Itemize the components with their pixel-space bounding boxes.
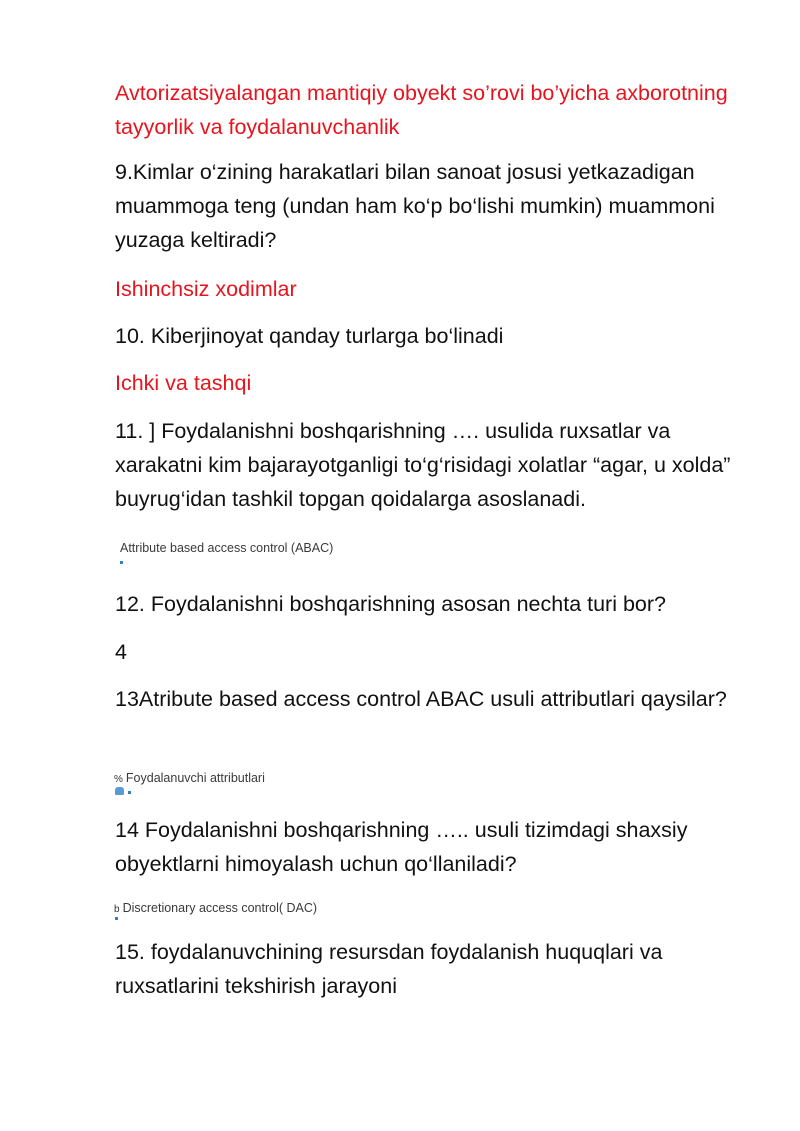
question-14: 14 Foydalanishni boshqarishning ….. usuli tizimdagi shaxsiy obyektlarni himoyalash uchun qo‘llaniladi? — [115, 818, 688, 876]
option-letter: b — [114, 904, 120, 915]
answer-14-snippet — [114, 901, 317, 917]
answer-14-text: Discretionary access control( DAC) — [122, 901, 318, 915]
user-icon — [115, 787, 124, 795]
question-11: 11. ] Foydalanishni boshqarishning …. usulida ruxsatlar va xarakatni kim bajarayotganligi to‘g‘risidagi xolatlar “agar, u xolda” buyrug‘idan tashkil topgan qoidalarga asoslanadi. — [115, 419, 731, 511]
question-15: 15. foydalanuvchining resursdan foydalanish huquqlari va ruxsatlarini tekshirish jarayoni — [115, 940, 663, 998]
radio-marker-icon — [115, 917, 118, 920]
question-12: 12. Foydalanishni boshqarishning asosan nechta turi bor? — [115, 592, 667, 616]
question-10: 10. Kiberjinoyat qanday turlarga bo‘linadi — [115, 324, 504, 348]
answer-13-snippet — [114, 771, 265, 787]
answer-11-text: Attribute based access control (ABAC) — [120, 541, 334, 555]
answer-13-text: Foydalanuvchi attributlari — [125, 771, 265, 785]
question-9: 9.Kimlar o‘zining harakatlari bilan sanoat josusi yetkazadigan muammoga teng (undan ham ko‘p bo‘lishi mumkin) muammoni yuzaga keltiradi? — [115, 160, 715, 252]
radio-marker-icon — [128, 791, 131, 794]
radio-marker-icon — [120, 561, 123, 564]
answer-11-snippet — [120, 541, 333, 555]
option-letter: % — [114, 774, 123, 785]
answer-10: Ichki va tashqi — [115, 371, 252, 395]
answer-12: 4 — [115, 640, 127, 664]
answer-9: Ishinchsiz xodimlar — [115, 277, 297, 301]
answer-8: Avtorizatsiyalangan mantiqiy obyekt so’rovi bo’yicha axborotning tayyorlik va foydalanuvchanlik — [115, 81, 728, 139]
question-13: 13Atribute based access control ABAC usuli attributlari qaysilar? — [115, 687, 727, 711]
